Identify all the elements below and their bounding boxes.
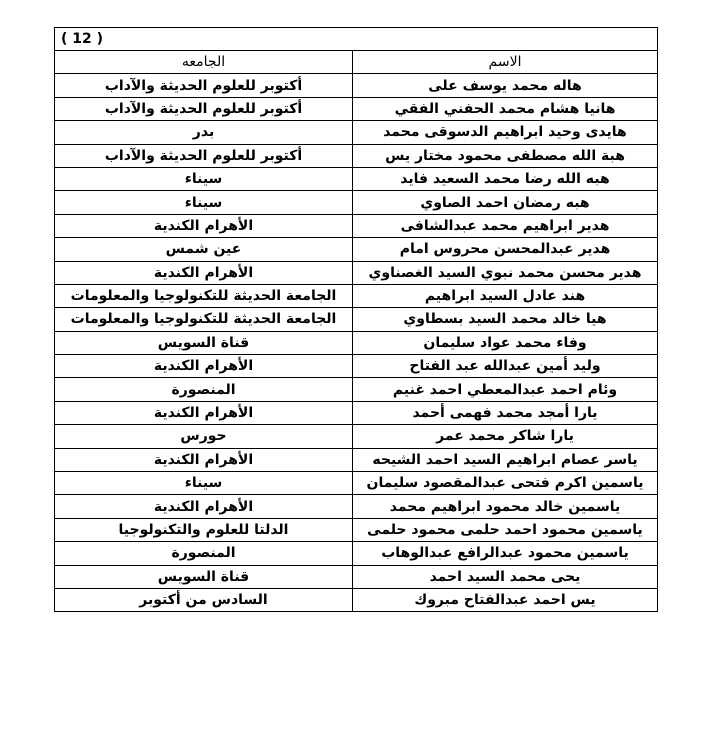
name-cell: هند عادل السيد ابراهيم	[353, 284, 658, 307]
university-cell: الأهرام الكندية	[55, 448, 353, 471]
name-cell: يس احمد عبدالفتاح مبروك	[353, 588, 658, 611]
spreadsheet	[54, 27, 657, 612]
sheet-number: ( 12 )	[55, 28, 658, 51]
university-header: الجامعه	[55, 51, 353, 74]
university-cell: الأهرام الكندية	[55, 214, 353, 237]
table-row	[55, 121, 658, 144]
university-cell: عين شمس	[55, 238, 353, 261]
name-cell: ياسمين محمود عبدالرافع عبدالوهاب	[353, 542, 658, 565]
university-cell: أكتوبر للعلوم الحديثة والآداب	[55, 74, 353, 97]
university-cell: حورس	[55, 425, 353, 448]
name-cell: ياسمين محمود احمد حلمى محمود حلمى	[353, 518, 658, 541]
name-cell: يارا أمجد محمد فهمى أحمد	[353, 401, 658, 424]
table-row	[55, 472, 658, 495]
table-row	[55, 355, 658, 378]
name-cell: يحى محمد السيد احمد	[353, 565, 658, 588]
university-cell: المنصورة	[55, 378, 353, 401]
name-cell: هبة الله مصطفى محمود مختار يس	[353, 144, 658, 167]
university-cell: المنصورة	[55, 542, 353, 565]
table-row	[55, 331, 658, 354]
name-cell: وفاء محمد عواد سليمان	[353, 331, 658, 354]
name-cell: وئام احمد عبدالمعطي احمد غنيم	[353, 378, 658, 401]
university-cell: الأهرام الكندية	[55, 495, 353, 518]
students-table	[54, 27, 658, 612]
name-cell: هبه الله رضا محمد السعيد فايد	[353, 167, 658, 190]
name-cell: ياسر عصام ابراهيم السيد احمد الشيحه	[353, 448, 658, 471]
name-cell: يارا شاكر محمد عمر	[353, 425, 658, 448]
table-row	[55, 378, 658, 401]
university-cell: قناة السويس	[55, 331, 353, 354]
header-row	[55, 51, 658, 74]
table-row	[55, 401, 658, 424]
table-row	[55, 565, 658, 588]
name-cell: هبه رمضان احمد الصاوي	[353, 191, 658, 214]
table-row	[55, 495, 658, 518]
name-cell: هدير ابراهيم محمد عبدالشافى	[353, 214, 658, 237]
table-row	[55, 261, 658, 284]
university-cell: سيناء	[55, 191, 353, 214]
table-row	[55, 542, 658, 565]
name-header: الاسم	[353, 51, 658, 74]
university-cell: الجامعة الحديثة للتكنولوجيا والمعلومات	[55, 308, 353, 331]
university-cell: بدر	[55, 121, 353, 144]
table-row	[55, 144, 658, 167]
name-cell: ياسمين خالد محمود ابراهيم محمد	[353, 495, 658, 518]
name-cell: هايدى وحيد ابراهيم الدسوقى محمد	[353, 121, 658, 144]
table-row	[55, 74, 658, 97]
university-cell: سيناء	[55, 472, 353, 495]
table-row	[55, 588, 658, 611]
university-cell: قناة السويس	[55, 565, 353, 588]
university-cell: أكتوبر للعلوم الحديثة والآداب	[55, 144, 353, 167]
name-cell: هدير محسن محمد نبوي السيد الغصناوي	[353, 261, 658, 284]
table-row	[55, 214, 658, 237]
name-cell: هدير عبدالمحسن محروس امام	[353, 238, 658, 261]
university-cell: السادس من أكتوبر	[55, 588, 353, 611]
title-row	[55, 28, 658, 51]
name-cell: وليد أمين عبدالله عبد الفتاح	[353, 355, 658, 378]
university-cell: أكتوبر للعلوم الحديثة والآداب	[55, 97, 353, 120]
table-row	[55, 238, 658, 261]
table-row	[55, 425, 658, 448]
university-cell: سيناء	[55, 167, 353, 190]
university-cell: الأهرام الكندية	[55, 355, 353, 378]
university-cell: الأهرام الكندية	[55, 401, 353, 424]
name-cell: هانيا هشام محمد الحفني الفقي	[353, 97, 658, 120]
table-row	[55, 308, 658, 331]
table-row	[55, 191, 658, 214]
table-row	[55, 448, 658, 471]
name-cell: هيا خالد محمد السيد بسطاوي	[353, 308, 658, 331]
university-cell: الأهرام الكندية	[55, 261, 353, 284]
table-row	[55, 518, 658, 541]
university-cell: الدلتا للعلوم والتكنولوجيا	[55, 518, 353, 541]
university-cell: الجامعة الحديثة للتكنولوجيا والمعلومات	[55, 284, 353, 307]
name-cell: ياسمين اكرم فتحى عبدالمقصود سليمان	[353, 472, 658, 495]
table-row	[55, 97, 658, 120]
name-cell: هاله محمد يوسف على	[353, 74, 658, 97]
table-row	[55, 284, 658, 307]
table-row	[55, 167, 658, 190]
